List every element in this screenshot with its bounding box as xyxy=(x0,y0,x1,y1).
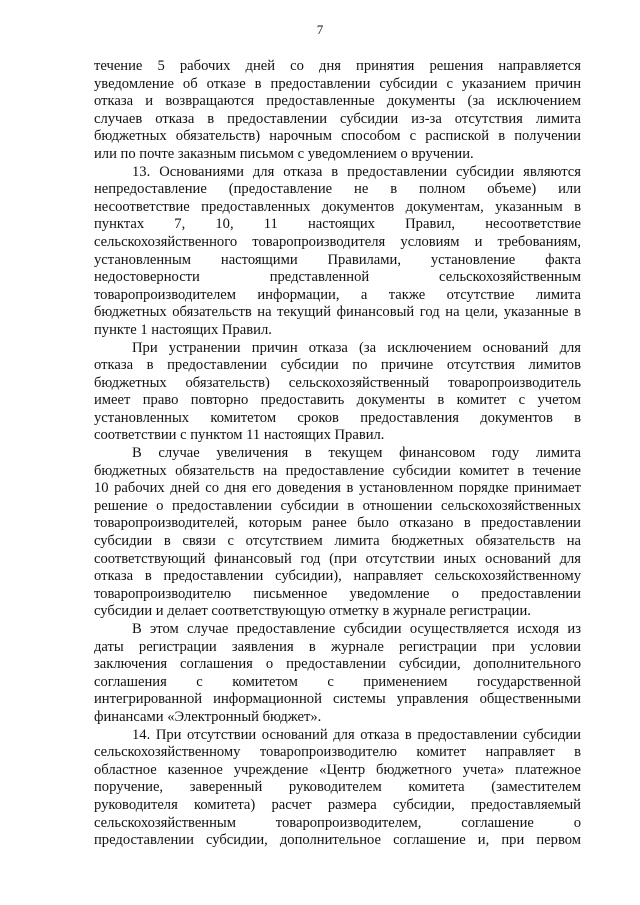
text-line: установленных комитетом сроков предоставления документов в xyxy=(94,409,581,426)
text-line: отказа и возвращаются предоставленные документы (за исключением xyxy=(94,93,581,110)
text-line: отказа в предоставлении субсидии по причине отсутствия лимитов xyxy=(94,357,581,374)
paragraph xyxy=(94,58,581,164)
paragraph xyxy=(94,445,581,621)
text-line: товаропроизводителю письменное уведомление о предоставлении xyxy=(94,585,581,602)
text-line: заключения соглашения о предоставлении субсидии, дополнительного xyxy=(94,656,581,673)
text-line: 10 рабочих дней со дня его доведения в установленном порядке принимает xyxy=(94,480,581,497)
text-line: сельскохозяйственного товаропроизводителя условиям и требованиям, xyxy=(94,233,581,250)
text-line: отказа в предоставлении субсидии), направляет сельскохозяйственному xyxy=(94,568,581,585)
text-line: поручение, заверенный руководителем комитета (заместителем xyxy=(94,779,581,796)
text-line: пунктах 7, 10, 11 настоящих Правил, несоответствие xyxy=(94,216,581,233)
text-line: соответствующий финансовый год (при отсутствии иных оснований для xyxy=(94,550,581,567)
text-line: пункте 1 настоящих Правил. xyxy=(94,321,272,338)
text-line: случаев отказа в предоставлении субсидии из-за отсутствия лимита xyxy=(94,110,581,127)
text-line: При устранении причин отказа (за исключением оснований для xyxy=(132,339,581,356)
document-body xyxy=(94,58,581,850)
text-line: решение о предоставлении субсидии в отношении сельскохозяйственных xyxy=(94,497,581,514)
text-line: несоответствие предоставленных документов документам, указанным в xyxy=(94,198,581,215)
text-line: товаропроизводителей, которым ранее было отказано в предоставлении xyxy=(94,515,581,532)
text-line: интегрированной информационной системы управления общественными xyxy=(94,691,581,708)
text-line: субсидии и делает соответствующую отметку в журнале регистрации. xyxy=(94,603,531,620)
text-line: течение 5 рабочих дней со дня принятия решения направляется xyxy=(94,58,581,74)
text-line: финансами «Электронный бюджет». xyxy=(94,708,322,725)
text-line: соглашения с комитетом с применением государственной xyxy=(94,673,581,690)
text-line: бюджетных обязательств на текущий финансовый год на цели, указанные в xyxy=(94,304,581,321)
text-line: бюджетных обязательств на предоставление субсидии комитет в течение xyxy=(94,462,581,479)
text-line: сельскохозяйственным товаропроизводителем, соглашение о xyxy=(94,814,581,831)
text-line: В случае увеличения в текущем финансовом году лимита xyxy=(132,445,581,462)
text-line: недостоверности представленной сельскохозяйственным xyxy=(94,269,581,286)
text-line: или по почте заказным письмом с уведомлением о вручении. xyxy=(94,145,474,162)
paragraph xyxy=(94,164,581,340)
text-line: непредоставление (предоставление не в полном объеме) или xyxy=(94,181,581,198)
paragraph xyxy=(94,727,581,850)
text-line: бюджетных обязательств) нарочным способом с распиской в получении xyxy=(94,128,581,145)
text-line: областное казенное учреждение «Центр бюджетного учета» платежное xyxy=(94,761,581,778)
text-line: предоставлении субсидии, дополнительное соглашение и, при первом xyxy=(94,832,581,849)
paragraph xyxy=(94,340,581,446)
text-line: 13. Основаниями для отказа в предоставлении субсидии являются xyxy=(132,163,581,180)
text-line: имеет право повторно предоставить документы в комитет с учетом xyxy=(94,392,581,409)
text-line: товаропроизводителем информации, а также отсутствие лимита xyxy=(94,286,581,303)
text-line: установленным настоящими Правилами, установление факта xyxy=(94,251,581,268)
text-line: В этом случае предоставление субсидии осуществляется исходя из xyxy=(132,621,581,637)
text-line: 14. При отсутствии оснований для отказа в предоставлении субсидии xyxy=(132,726,581,743)
text-line: субсидии в связи с отсутствием лимита бюджетных обязательств на xyxy=(94,533,581,550)
text-line: сельскохозяйственному товаропроизводителю комитет направляет в xyxy=(94,744,581,761)
text-line: даты регистрации заявления в журнале регистрации при условии xyxy=(94,638,581,655)
text-line: уведомление об отказе в предоставлении субсидии с указанием причин xyxy=(94,75,581,92)
page-number: 7 xyxy=(316,22,324,37)
paragraph xyxy=(94,621,581,727)
text-line: руководителя комитета) расчет размера субсидии, предоставляемый xyxy=(94,796,581,813)
text-line: бюджетных обязательств) сельскохозяйственный товаропроизводитель xyxy=(94,374,581,391)
text-line: соответствии с пунктом 11 настоящих Правил. xyxy=(94,427,385,444)
